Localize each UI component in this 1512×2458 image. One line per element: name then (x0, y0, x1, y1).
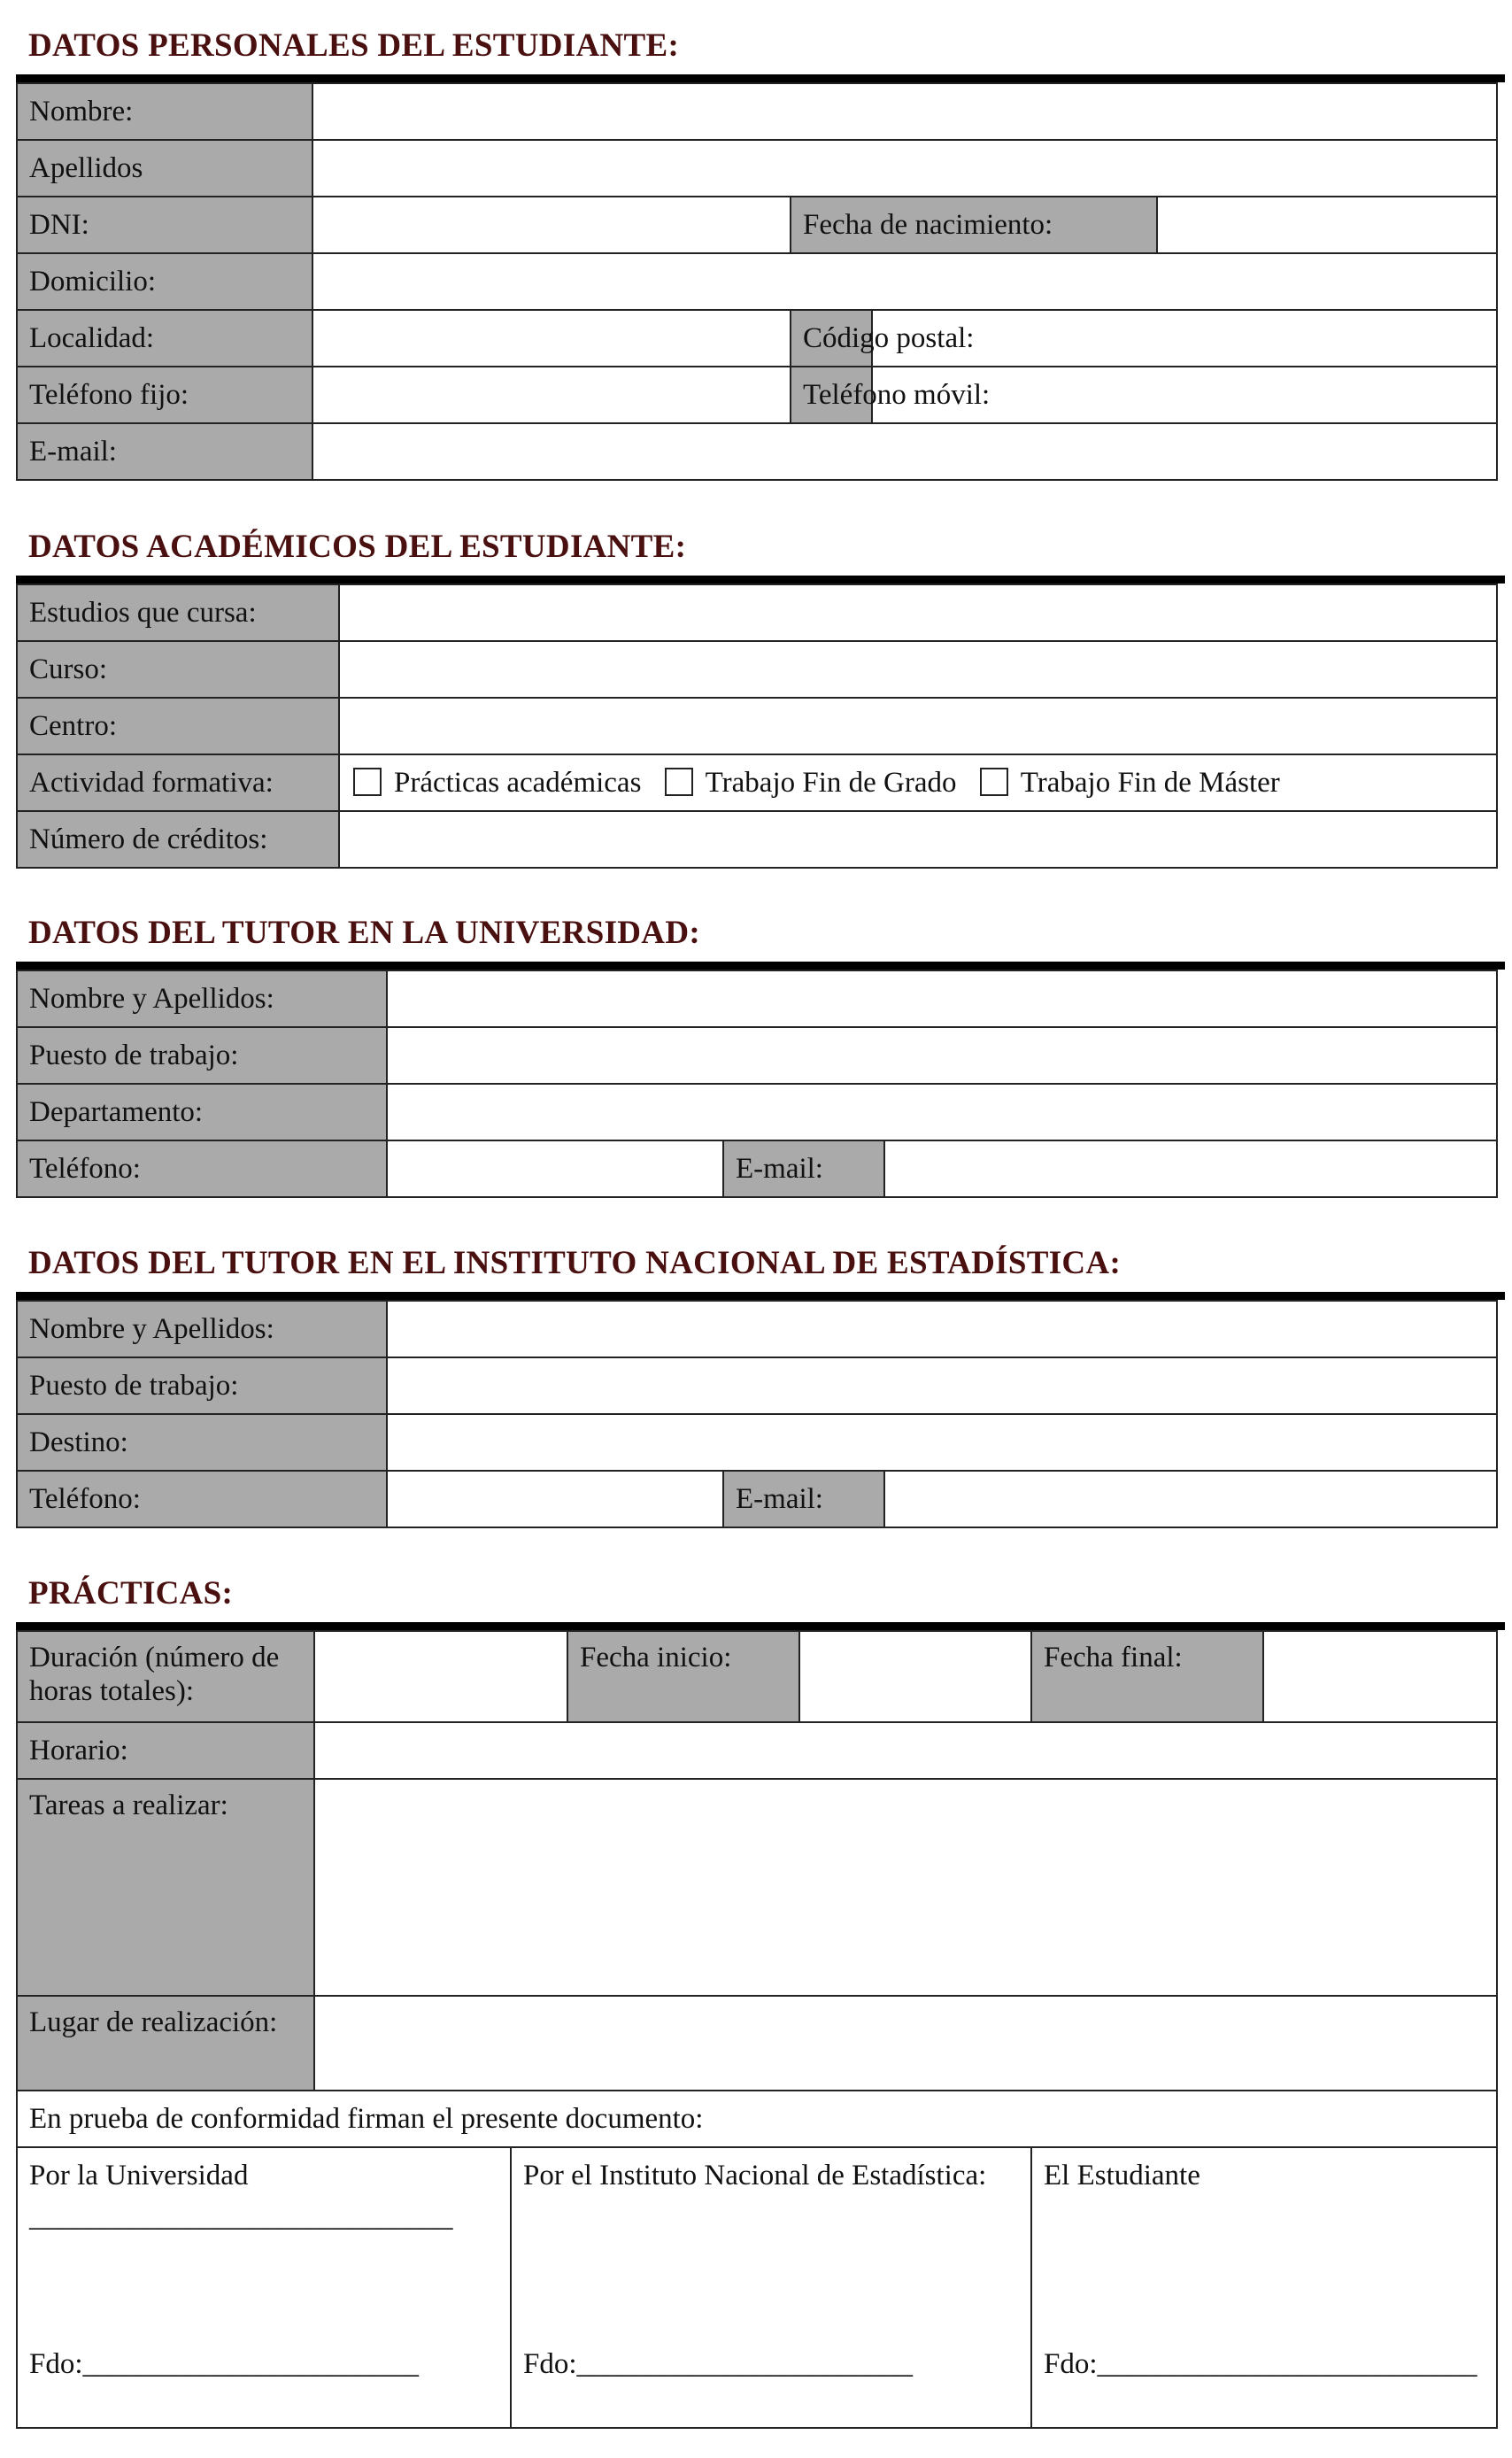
input-tareas[interactable] (314, 1779, 1497, 1996)
section-title-tutor-ine: DATOS DEL TUTOR EN EL INSTITUTO NACIONAL DE ESTADÍSTICA: (28, 1245, 1122, 1281)
label-telefono-fijo: Teléfono fijo: (17, 367, 312, 423)
signature-ine[interactable] (511, 2147, 1031, 2428)
input-tutor-ine-email[interactable] (884, 1471, 1497, 1527)
option-tfg-label: Trabajo Fin de Grado (705, 766, 957, 799)
signature-ine-label: Por el Instituto Nacional de Estadística: (523, 2160, 987, 2191)
checkbox-tfm[interactable] (980, 768, 1008, 796)
tutor-ine-table (16, 1300, 1498, 1528)
fdo-universidad: Fdo:_______________________ (29, 2348, 420, 2380)
academic-data-table (16, 584, 1498, 869)
label-lugar: Lugar de realización: (17, 1996, 314, 2091)
input-creditos[interactable] (339, 811, 1497, 868)
label-tutor-uni-email: E-mail: (723, 1140, 884, 1197)
label-duracion: Duración (número de horas totales): (17, 1631, 314, 1722)
input-curso[interactable] (339, 641, 1497, 698)
label-curso: Curso: (17, 641, 339, 698)
section-title-practicas: PRÁCTICAS: (28, 1575, 234, 1612)
label-fecha-inicio: Fecha inicio: (567, 1631, 799, 1722)
label-centro: Centro: (17, 698, 339, 754)
label-localidad: Localidad: (17, 310, 312, 367)
input-fecha-nacimiento[interactable] (1157, 197, 1497, 253)
input-tutor-ine-telefono[interactable] (387, 1471, 723, 1527)
input-tutor-uni-email[interactable] (884, 1140, 1497, 1197)
input-tutor-uni-nombre[interactable] (387, 970, 1497, 1027)
section-rule (16, 962, 1505, 970)
signature-estudiante[interactable] (1031, 2147, 1497, 2428)
label-tareas: Tareas a realizar: (17, 1779, 314, 1996)
section-title-tutor-uni: DATOS DEL TUTOR EN LA UNIVERSIDAD: (28, 915, 700, 951)
signature-universidad[interactable] (17, 2147, 511, 2428)
practicas-table (16, 1630, 1498, 2429)
input-email[interactable] (312, 423, 1497, 480)
label-creditos: Número de créditos: (17, 811, 339, 868)
label-fecha-final: Fecha final: (1031, 1631, 1263, 1722)
option-tfm-label: Trabajo Fin de Máster (1020, 766, 1280, 799)
label-horario: Horario: (17, 1722, 314, 1779)
input-domicilio[interactable] (312, 253, 1497, 310)
input-dni[interactable] (312, 197, 791, 253)
input-nombre[interactable] (312, 83, 1497, 140)
label-codigo-postal: Código postal: (791, 310, 872, 367)
actividad-options (339, 754, 1497, 811)
input-fecha-inicio[interactable] (799, 1631, 1031, 1722)
label-fecha-nacimiento: Fecha de nacimiento: (791, 197, 1157, 253)
input-apellidos[interactable] (312, 140, 1497, 197)
label-nombre: Nombre: (17, 83, 312, 140)
section-title-academic: DATOS ACADÉMICOS DEL ESTUDIANTE: (28, 529, 687, 565)
input-tutor-ine-destino[interactable] (387, 1414, 1497, 1471)
label-tutor-ine-telefono: Teléfono: (17, 1471, 387, 1527)
label-tutor-uni-nombre: Nombre y Apellidos: (17, 970, 387, 1027)
input-tutor-uni-departamento[interactable] (387, 1084, 1497, 1140)
label-tutor-uni-puesto: Puesto de trabajo: (17, 1027, 387, 1084)
tutor-uni-table (16, 970, 1498, 1198)
input-tutor-ine-nombre[interactable] (387, 1301, 1497, 1357)
input-localidad[interactable] (312, 310, 791, 367)
input-centro[interactable] (339, 698, 1497, 754)
label-estudios: Estudios que cursa: (17, 584, 339, 641)
checkbox-practicas[interactable] (353, 768, 382, 796)
section-rule (16, 576, 1505, 584)
input-tutor-uni-telefono[interactable] (387, 1140, 723, 1197)
option-practicas-label: Prácticas académicas (394, 766, 642, 799)
label-tutor-uni-departamento: Departamento: (17, 1084, 387, 1140)
checkbox-tfg[interactable] (665, 768, 693, 796)
signature-estudiante-label: El Estudiante (1044, 2160, 1200, 2191)
label-telefono-movil: Teléfono móvil: (791, 367, 872, 423)
section-rule (16, 74, 1505, 82)
input-tutor-ine-puesto[interactable] (387, 1357, 1497, 1414)
label-tutor-uni-telefono: Teléfono: (17, 1140, 387, 1197)
section-rule (16, 1622, 1505, 1630)
conformidad-text: En prueba de conformidad firman el presente documento: (17, 2091, 1497, 2147)
signature-universidad-line: _____________________________ (29, 2201, 453, 2233)
label-tutor-ine-email: E-mail: (723, 1471, 884, 1527)
label-tutor-ine-nombre: Nombre y Apellidos: (17, 1301, 387, 1357)
section-title-personal: DATOS PERSONALES DEL ESTUDIANTE: (28, 27, 680, 64)
signature-universidad-label: Por la Universidad (29, 2160, 249, 2191)
label-email: E-mail: (17, 423, 312, 480)
fdo-ine: Fdo:_______________________ (523, 2348, 914, 2380)
label-actividad: Actividad formativa: (17, 754, 339, 811)
personal-data-table (16, 82, 1498, 481)
section-rule (16, 1292, 1505, 1300)
input-fecha-final[interactable] (1263, 1631, 1497, 1722)
label-tutor-ine-puesto: Puesto de trabajo: (17, 1357, 387, 1414)
input-telefono-fijo[interactable] (312, 367, 791, 423)
label-apellidos: Apellidos (17, 140, 312, 197)
input-tutor-uni-puesto[interactable] (387, 1027, 1497, 1084)
input-horario[interactable] (314, 1722, 1497, 1779)
input-duracion[interactable] (314, 1631, 567, 1722)
input-estudios[interactable] (339, 584, 1497, 641)
fdo-estudiante: Fdo:__________________________ (1044, 2348, 1477, 2380)
label-dni: DNI: (17, 197, 312, 253)
label-tutor-ine-destino: Destino: (17, 1414, 387, 1471)
input-lugar[interactable] (314, 1996, 1497, 2091)
label-domicilio: Domicilio: (17, 253, 312, 310)
